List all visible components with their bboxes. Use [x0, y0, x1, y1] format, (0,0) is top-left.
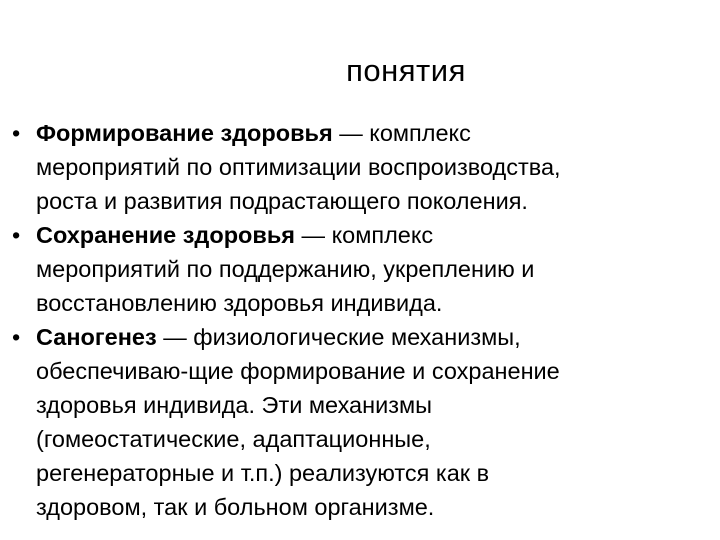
bullet-first-line: [36, 320, 712, 354]
definition-text: здоровом, так и больном организме.: [36, 494, 435, 520]
definition-text: восстановлению здоровья индивида.: [36, 290, 443, 316]
term-health-formation: Формирование здоровья: [36, 120, 333, 146]
bullet-item-sanogenesis: [6, 320, 712, 524]
definition-text: мероприятий по поддержанию, укреплению и: [36, 256, 535, 282]
bullet-icon: •: [12, 120, 21, 146]
definition-text: здоровья индивида. Эти механизмы: [36, 392, 433, 418]
bullet-item-health-preservation: [6, 218, 712, 320]
definition-text: — физиологические механизмы,: [156, 324, 521, 350]
bullet-first-line: [36, 116, 712, 150]
term-sanogenesis: Саногенез: [36, 324, 157, 350]
definition-text: (гомеостатические, адаптационные,: [36, 426, 431, 452]
term-health-preservation: Сохранение здоровья: [36, 222, 296, 248]
bullet-item-health-formation: [6, 116, 712, 218]
definition-text: — комплекс: [295, 222, 434, 248]
definition-text: — комплекс: [332, 120, 471, 146]
definition-text: мероприятий по оптимизации воспроизводства,: [36, 154, 561, 180]
bullet-first-line: [36, 218, 712, 252]
bullet-icon: •: [12, 222, 21, 248]
definition-text: обеспечиваю-щие формирование и сохранение: [36, 358, 560, 384]
definition-text: роста и развития подрастающего поколения.: [36, 188, 528, 214]
bullet-icon: •: [12, 324, 21, 350]
slide-title: понятия: [346, 53, 466, 88]
bullet-list: [6, 116, 712, 524]
definition-text: регенераторные и т.п.) реализуются как в: [36, 460, 490, 486]
